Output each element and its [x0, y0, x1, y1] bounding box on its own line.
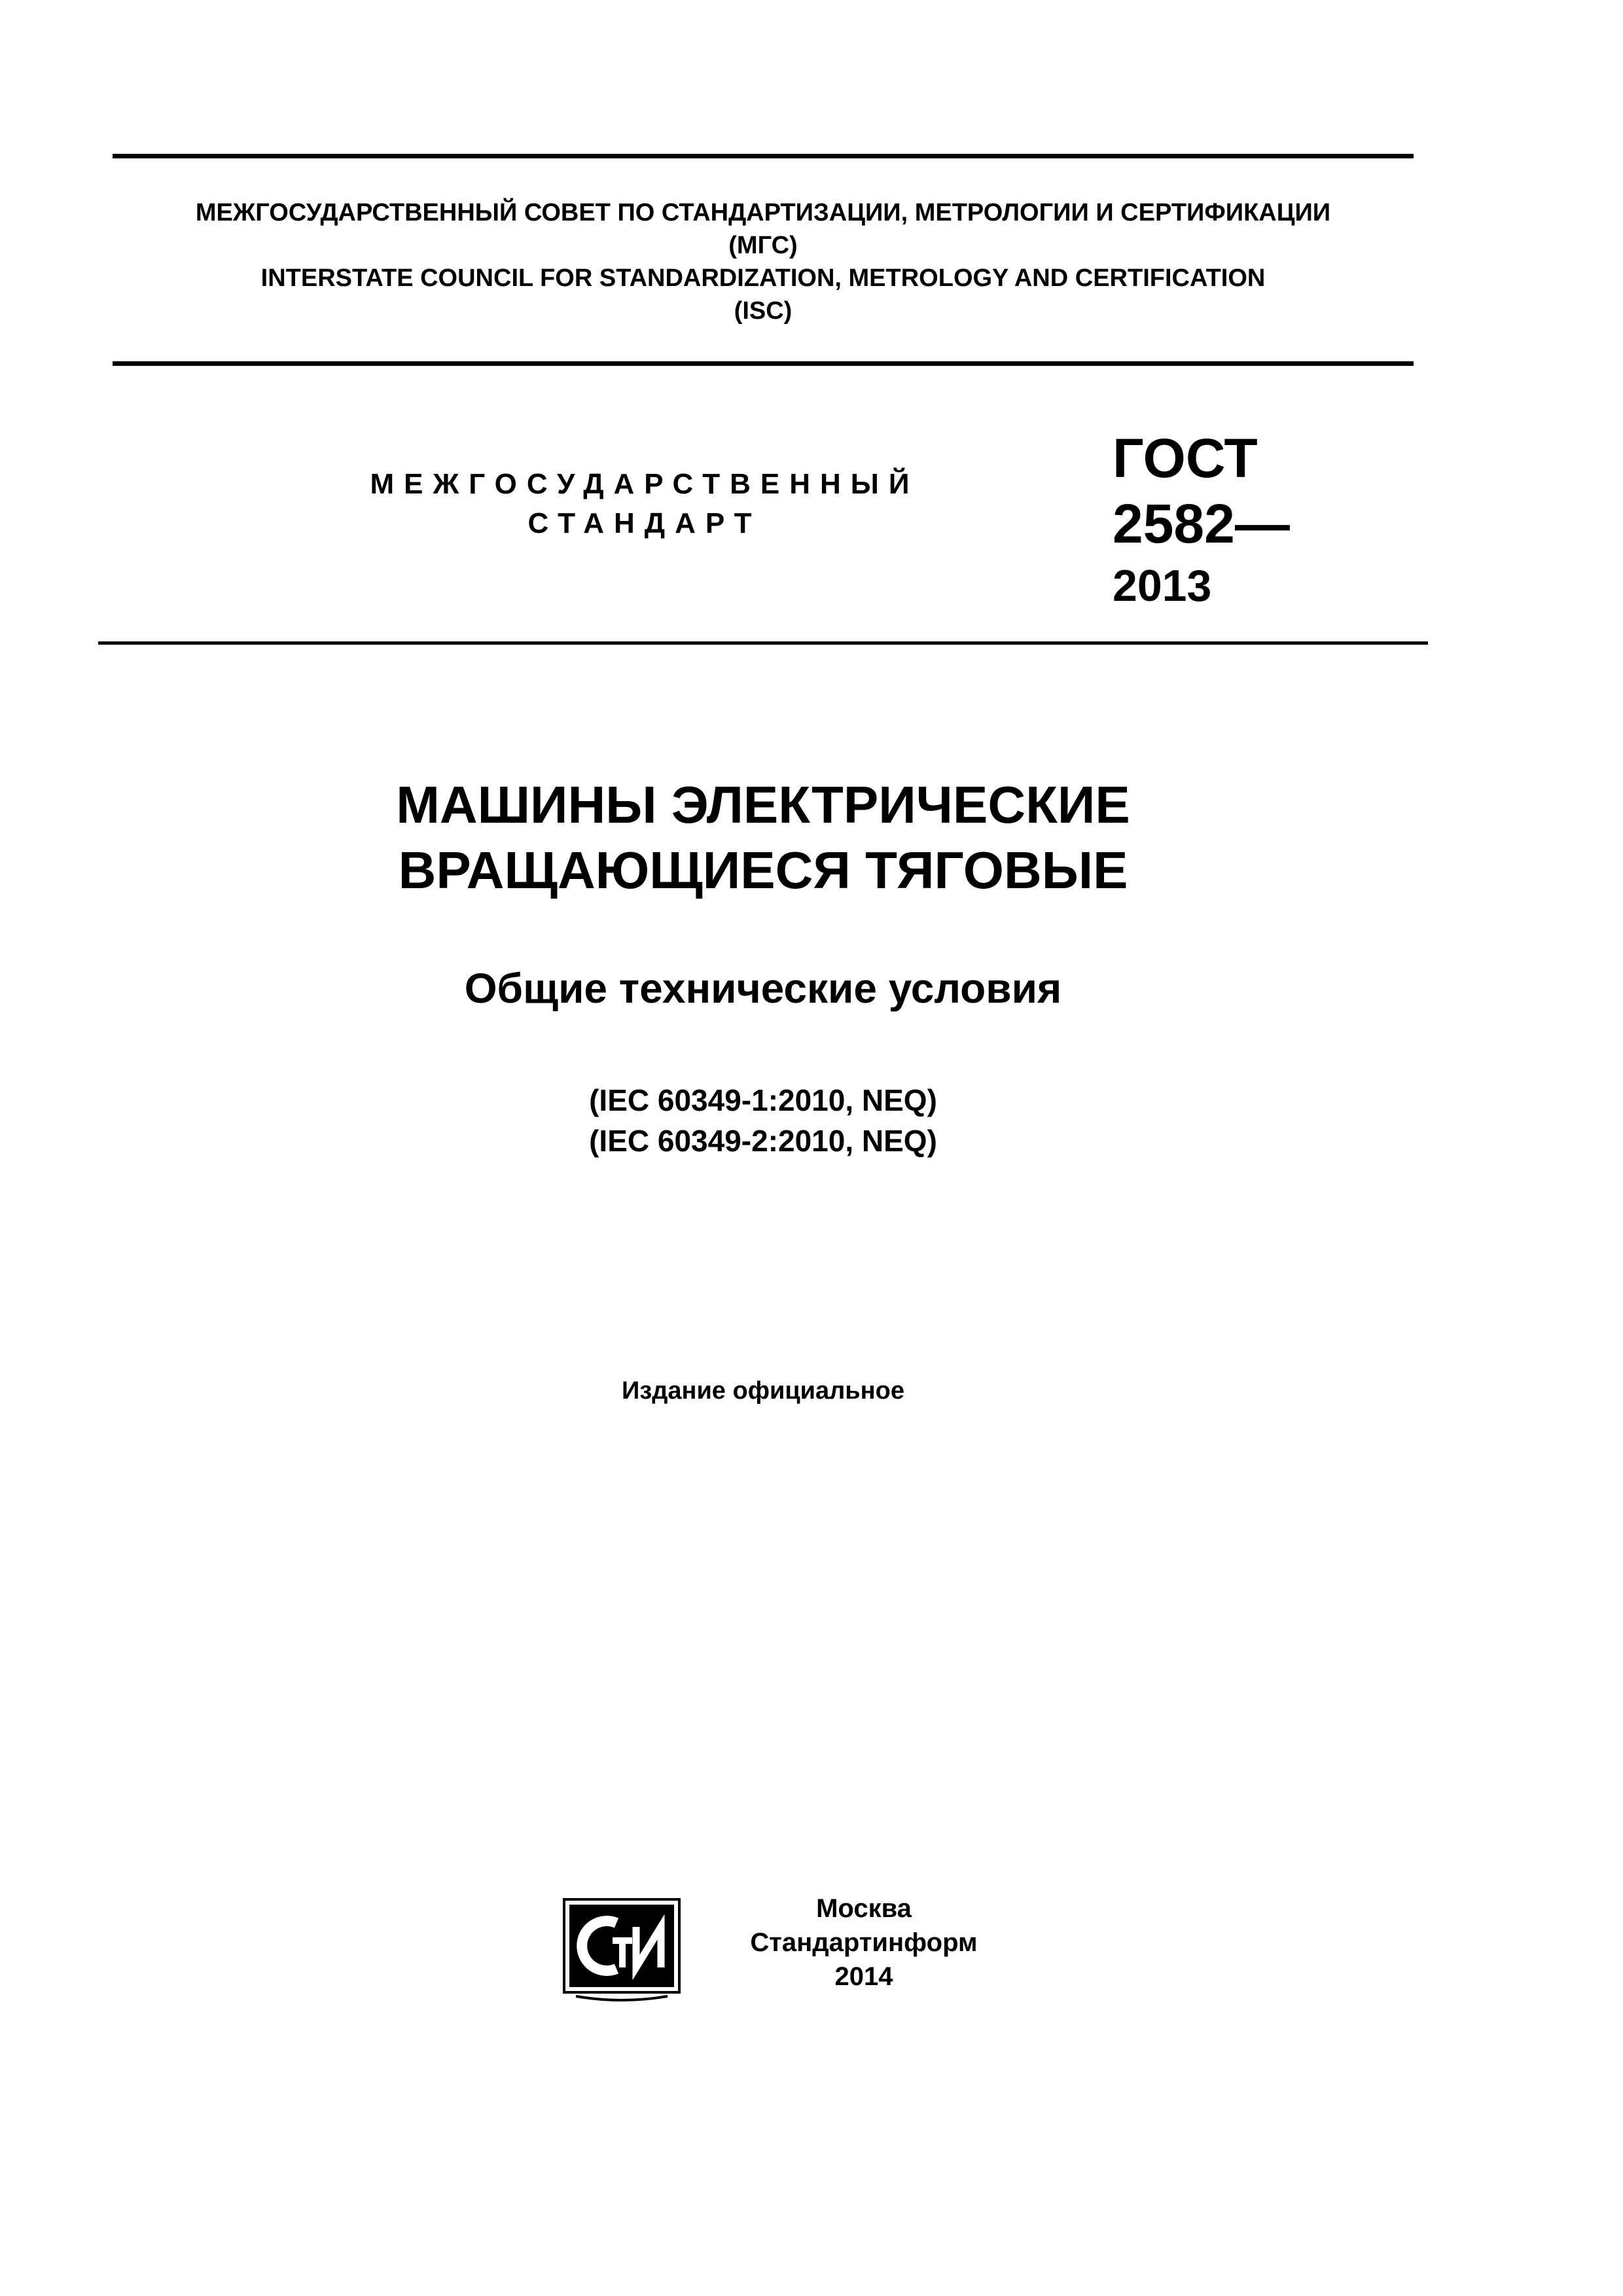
designation-number: 2582— [1113, 493, 1290, 554]
designation-year: 2013 [1113, 561, 1212, 611]
document-title [113, 772, 1414, 903]
imprint [707, 1892, 1021, 1994]
standartinform-logo-icon [563, 1898, 681, 2003]
imprint-year: 2014 [834, 1962, 893, 1991]
international-equivalence [113, 1080, 1414, 1161]
middle-rule [113, 361, 1414, 366]
imprint-city: Москва [816, 1894, 912, 1923]
council-header [113, 196, 1414, 327]
document-subtitle: Общие технические условия [464, 965, 1062, 1012]
standard-designation [1113, 425, 1290, 615]
council-name-ru: МЕЖГОСУДАРСТВЕННЫЙ СОВЕТ ПО СТАНДАРТИЗАЦИИ, МЕТРОЛОГИИ И СЕРТИФИКАЦИИ [195, 199, 1331, 226]
standard-kind-line2: СТАНДАРТ [527, 507, 762, 539]
imprint-publisher: Стандартинформ [750, 1928, 978, 1957]
equivalence-line1: (IEC 60349-1:2010, NEQ) [589, 1083, 937, 1117]
equivalence-line2: (IEC 60349-2:2010, NEQ) [589, 1124, 937, 1158]
top-rule [113, 154, 1414, 158]
document-title-line2: ВРАЩАЮЩИЕСЯ ТЯГОВЫЕ [398, 841, 1128, 899]
designation-abbr: ГОСТ [1113, 427, 1258, 489]
council-abbr-ru: (МГС) [728, 232, 798, 259]
standard-kind-line1: МЕЖГОСУДАРСТВЕННЫЙ [370, 468, 919, 500]
council-name-en: INTERSTATE COUNCIL FOR STANDARDIZATION, METROLOGY AND CERTIFICATION [260, 264, 1266, 292]
edition-label: Издание официальное [622, 1377, 904, 1405]
council-abbr-en: (ISC) [734, 297, 793, 325]
lower-rule [98, 641, 1428, 645]
document-title-line1: МАШИНЫ ЭЛЕКТРИЧЕСКИЕ [396, 776, 1130, 834]
standard-kind [314, 465, 975, 543]
